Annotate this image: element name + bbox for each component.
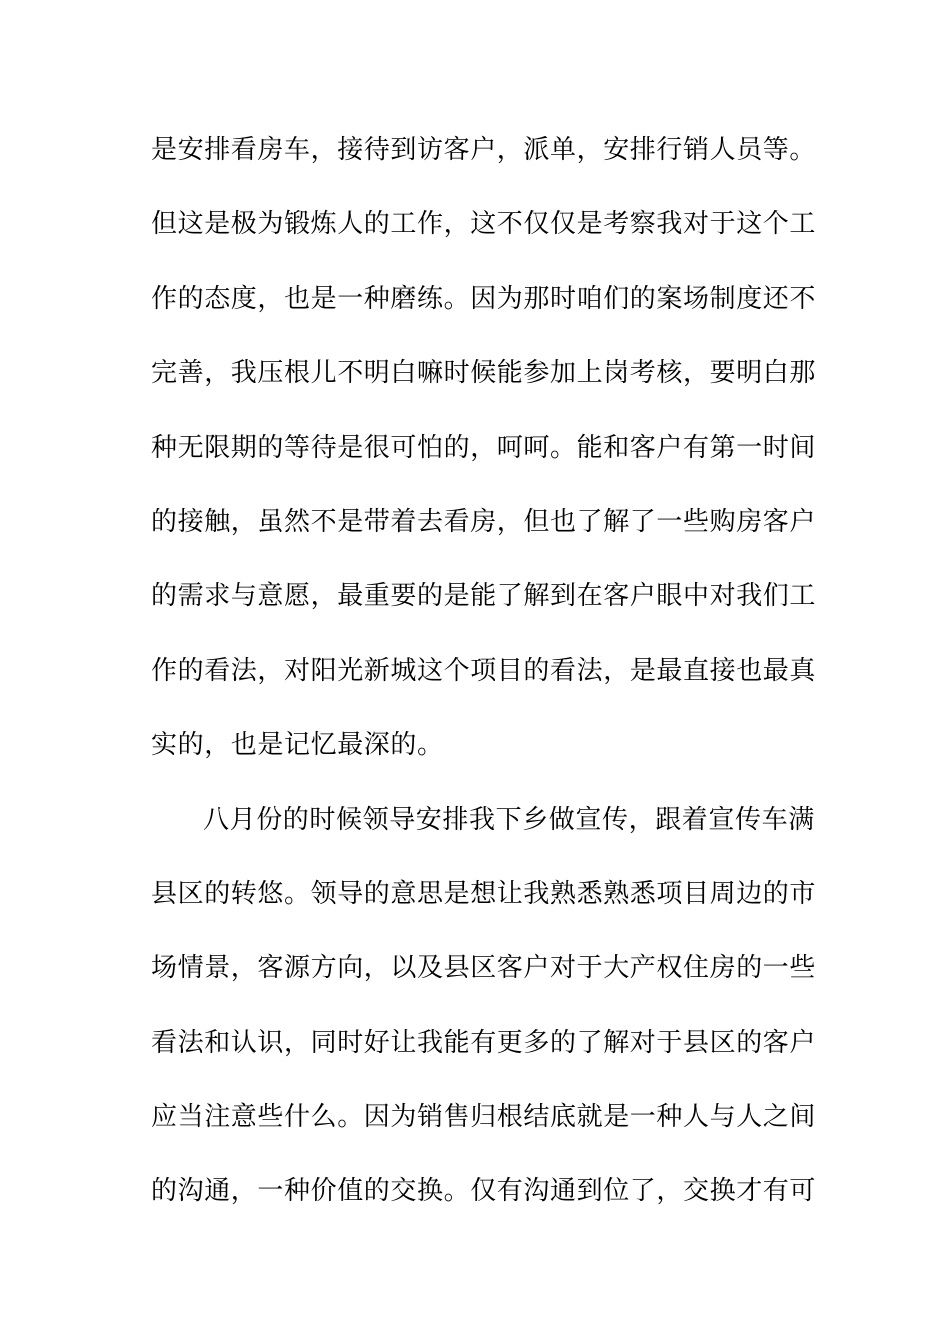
text-line: 是安排看房车，接待到访客户，派单，安排行销人员等。 xyxy=(151,135,817,165)
text-line: 的需求与意愿，最重要的是能了解到在客户眼中对我们工 xyxy=(151,581,817,612)
text-line: 种无限期的等待是很可怕的，呵呵。能和客户有第一时间 xyxy=(151,432,817,463)
text-line: 的接触，虽然不是带着去看房，但也了解了一些购房客户 xyxy=(151,506,817,537)
text-line: 但这是极为锻炼人的工作，这不仅仅是考察我对于这个工 xyxy=(151,209,817,240)
text-line: 应当注意些什么。因为销售归根结底就是一种人与人之间 xyxy=(151,1102,817,1133)
paragraph-start-line: 八月份的时候领导安排我下乡做宣传，跟着宣传车满 xyxy=(203,804,815,835)
text-line: 场情景，客源方向，以及县区客户对于大产权住房的一些 xyxy=(151,953,817,984)
text-line: 作的态度，也是一种磨练。因为那时咱们的案场制度还不 xyxy=(151,283,817,314)
text-line: 看法和认识，同时好让我能有更多的了解对于县区的客户 xyxy=(151,1027,817,1058)
text-line: 县区的转悠。领导的意思是想让我熟悉熟悉项目周边的市 xyxy=(151,878,817,909)
text-line: 完善，我压根儿不明白嘛时候能参加上岗考核，要明白那 xyxy=(151,358,817,389)
text-line: 作的看法，对阳光新城这个项目的看法，是最直接也最真 xyxy=(151,655,817,686)
body-text xyxy=(151,128,817,1244)
text-line: 的沟通，一种价值的交换。仅有沟通到位了，交换才有可 xyxy=(151,1176,817,1207)
text-line: 实的，也是记忆最深的。 xyxy=(151,730,444,761)
